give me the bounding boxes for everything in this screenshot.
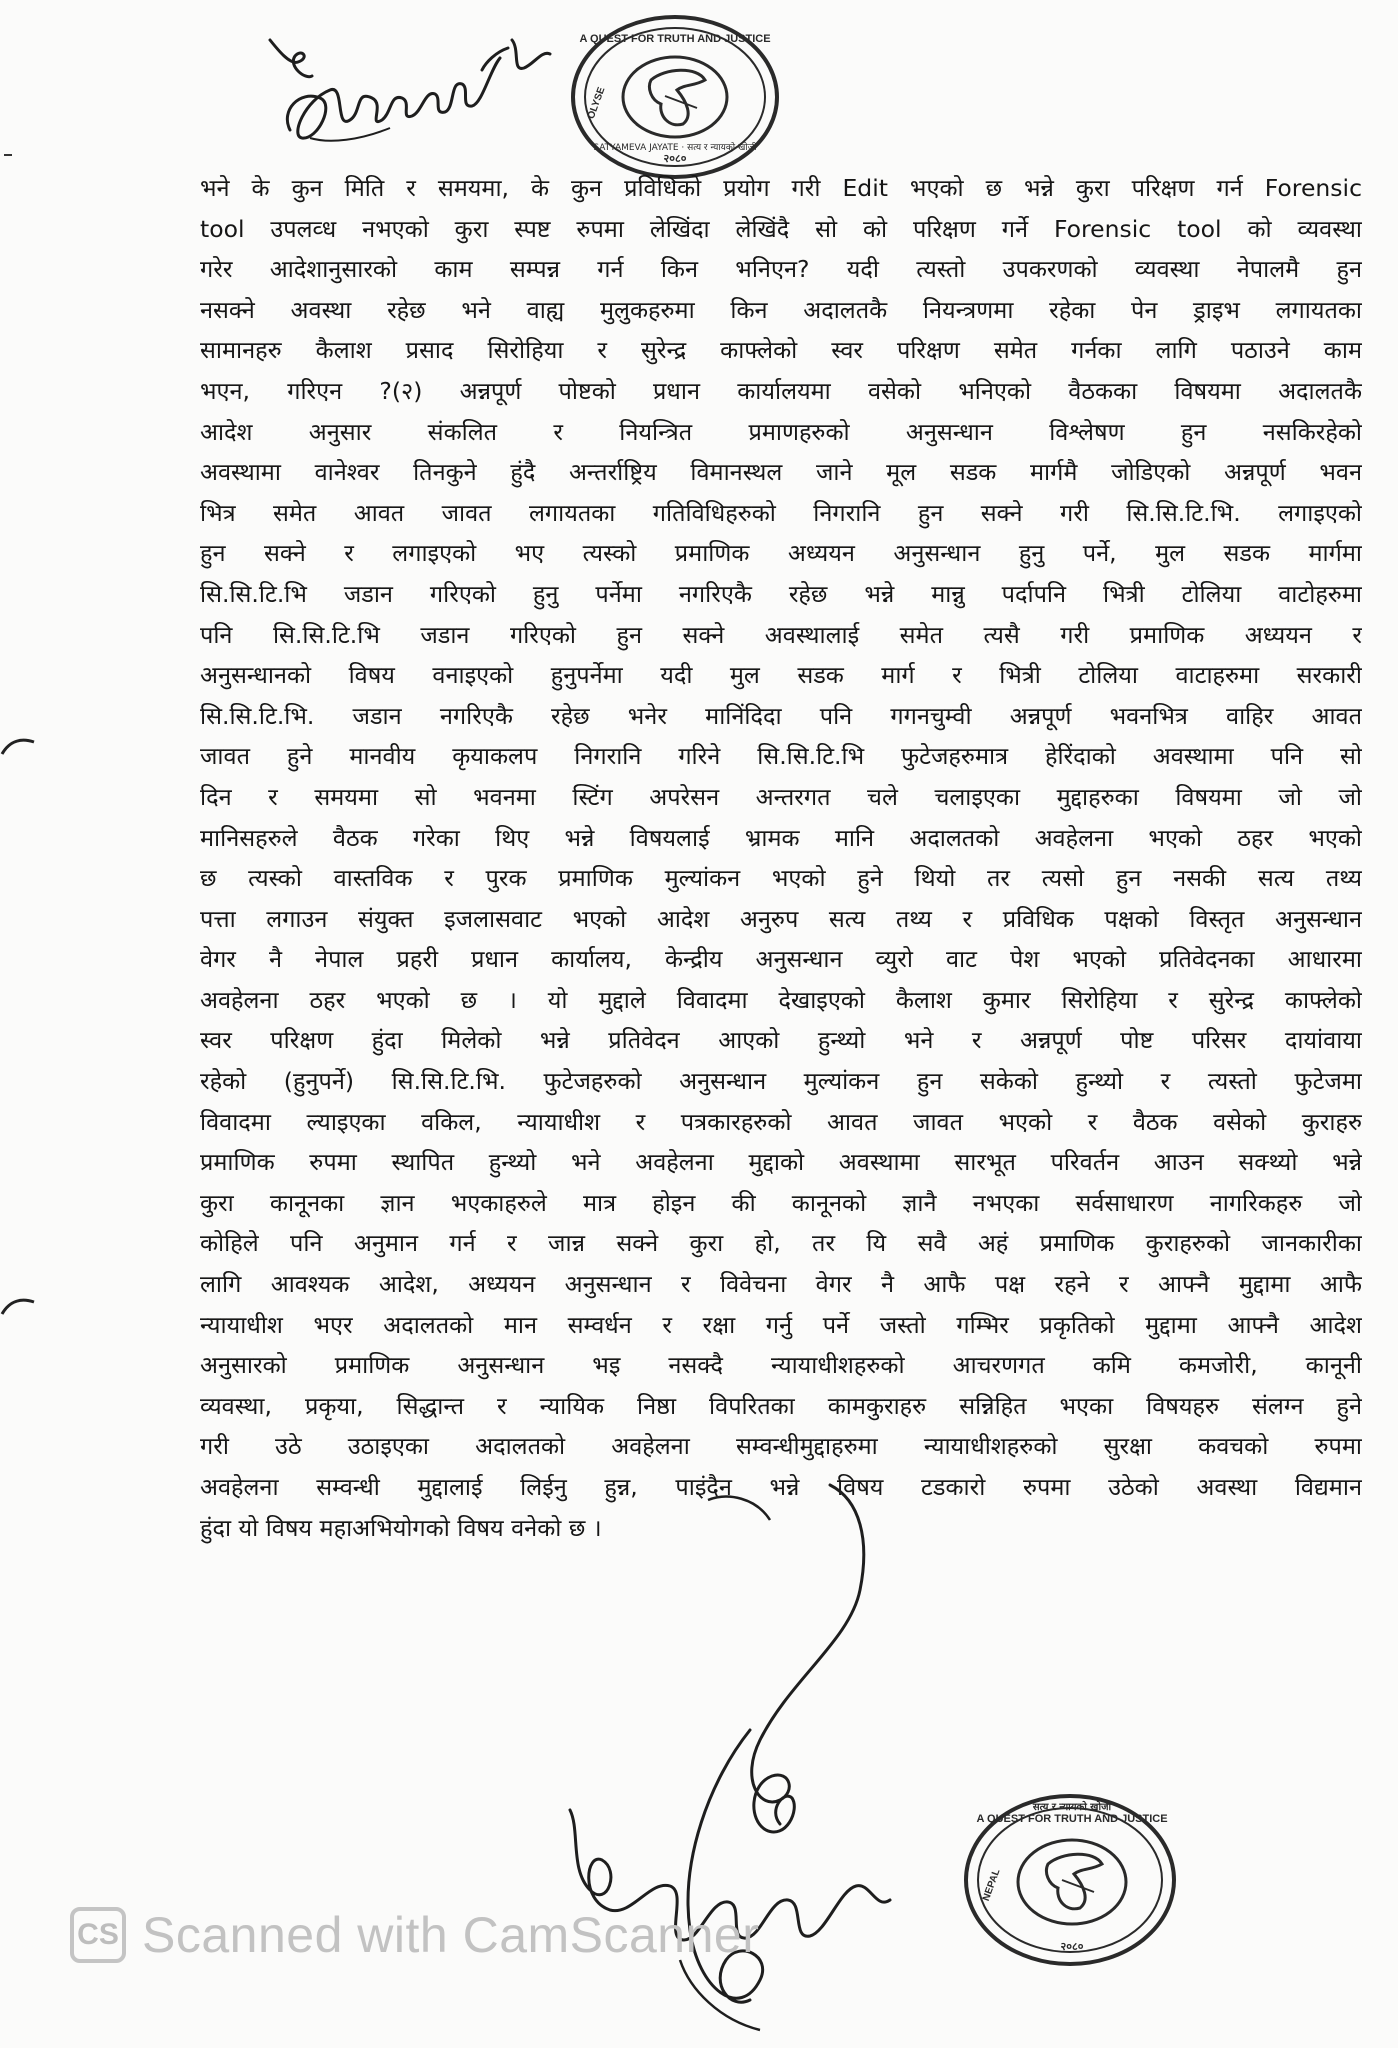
margin-tick-1 [2,150,16,160]
text-line: आदेश अनुसार संकलित र नियन्त्रित प्रमाणहरुको अनुसन्धान विश्लेषण हुन नसकिरहेको [200,417,1362,446]
text-line: वेगर नै नेपाल प्रहरी प्रधान कार्यालय, केन्द्रीय अनुसन्धान व्युरो वाट पेश भएको प्रतिवेदनका आधारमा [200,945,1362,974]
text-line: स्वर परिक्षण हुंदा मिलेको भन्ने प्रतिवेदन आएको हुन्थ्यो भने र अन्नपूर्ण पोष्ट परिसर दायांवाया [200,1026,1362,1055]
stamp-org: OLYSE [585,85,608,121]
text-line: गरी उठे उठाइएका अदालतको अवहेलना सम्वन्धीमुद्दाहरुमा न्यायाधीशहरुको सुरक्षा कवचको रुपमा [200,1432,1362,1461]
stamp-ring-lower: SATYAMEVA JAYATE · सत्य र न्यायको खोजी [593,143,757,153]
margin-arc-2 [0,1290,40,1320]
text-line: जावत हुने मानवीय कृयाकलप निगरानि गरिने सि.सि.टि.भि फुटेजहरुमात्र हेरिंदाको अवस्थामा पनि सो [200,742,1362,771]
text-line: गरेर आदेशानुसारको काम सम्पन्न गर्न किन भनिएन? यदी त्यस्तो उपकरणको व्यवस्था नेपालमै हुन [200,255,1362,284]
text-line: हुन सक्ने र लगाइएको भए त्यस्को प्रमाणिक अध्ययन अनुसन्धान हुनु पर्ने, मुल सडक मार्गमा [200,539,1362,568]
text-line: tool उपलव्ध नभएको कुरा स्पष्ट रुपमा लेखिंदा लेखिंदै सो को परिक्षण गर्ने Forensic tool को व्यवस्था [200,214,1362,243]
text-line: लागि आवश्यक आदेश, अध्ययन अनुसन्धान र विवेचना वेगर नै आफै पक्ष रहने र आफ्नै मुद्दामा आफै [200,1270,1362,1299]
text-line: नसक्ने अवस्था रहेछ भने वाह्य मुलुकहरुमा किन अदालतकै नियन्त्रणमा रहेका पेन ड्राइभ लगायतका [200,295,1362,324]
text-line: भएन, गरिएन ?(२) अन्नपूर्ण पोष्टको प्रधान कार्यालयमा वसेको भनिएको वैठकका विषयमा अदालतकै [200,376,1362,405]
organization-stamp-bottom [960,1790,1180,1970]
camscanner-watermark [70,1900,759,1970]
text-line: सि.सि.टि.भि. जडान नगरिएकै रहेछ भनेर मानिंदिदा पनि गगनचुम्वी अन्नपूर्ण भवनभित्र वाहिर आवत [200,701,1362,730]
text-line: न्यायाधीश भएर अदालतको मान सम्वर्धन र रक्षा गर्नु पर्ने जस्तो गम्भिर प्रकृतिको मुद्दामा आफ्नै आदेश [200,1310,1362,1339]
stamp-ring-upper: A QUEST FOR TRUTH AND JUSTICE [579,33,771,45]
text-line: अनुसारको प्रमाणिक अनुसन्धान भइ नसक्दै न्यायाधीशहरुको आचरणगत कमि कमजोरी, कानूनी [200,1351,1362,1380]
camscanner-logo-icon: CS [70,1907,126,1963]
text-line: मानिसहरुले वैठक गरेका थिए भन्ने विषयलाई भ्रामक मानि अदालतको अवहेलना भएको ठहर भएको [200,823,1362,852]
text-line: छ त्यस्को वास्तविक र पुरक प्रमाणिक मुल्यांकन भएको हुने थियो तर त्यसो हुन नसकी सत्य तथ्य [200,864,1362,893]
text-line: अवस्थामा वानेश्वर तिनकुने हुंदै अन्तर्राष्ट्रिय विमानस्थल जाने मूल सडक मार्गमै जोडिएको अन्नपूर्ण भवन [200,458,1362,487]
watermark-text: Scanned with CamScanner [142,1907,760,1963]
text-line: कुरा कानूनका ज्ञान भएकाहरुले मात्र होइन की कानूनको ज्ञानै नभएका सर्वसाधारण नागरिकहरु जो [200,1188,1362,1217]
stamp-org: NEPAL [980,1867,1003,1903]
stamp-ring-lower: सत्य र न्यायको खोजी [1032,1802,1112,1813]
text-line: हुंदा यो विषय महाअभियोगको विषय वनेको छ । [200,1513,602,1542]
text-line: भित्र समेत आवत जावत लगायतका गतिविधिहरुको निगरानि हुन सक्ने गरी सि.सि.टि.भि. लगाइएको [200,498,1362,527]
text-line: भने के कुन मिति र समयमा, के कुन प्रविधिको प्रयोग गरी Edit भएको छ भन्ने कुरा परिक्षण गर्न Forensic [200,174,1362,202]
document-body [200,168,1362,1548]
text-line: विवादमा ल्याइएका वकिल, न्यायाधीश र पत्रकारहरुको आवत जावत भएको र वैठक वसेको कुराहरु [200,1107,1362,1136]
text-line: रहेको (हुनुपर्ने) सि.सि.टि.भि. फुटेजहरुको अनुसन्धान मुल्यांकन हुन सकेको हुन्थ्यो र त्यस्तो फुटेजमा [200,1067,1362,1096]
stamp-ring-upper: A QUEST FOR TRUTH AND JUSTICE [976,1813,1168,1825]
signature-top [250,20,560,160]
stamp-date: २०८० [1060,1940,1084,1953]
text-line: सामानहरु कैलाश प्रसाद सिरोहिया र सुरेन्द्र काफ्लेको स्वर परिक्षण समेत गर्नका लागि पठाउने काम [200,336,1362,365]
text-line: दिन र समयमा सो भवनमा स्टिंग अपरेसन अन्तरगत चले चलाइएका मुद्दाहरुका विषयमा जो जो [200,782,1362,811]
text-line: अनुसन्धानको विषय वनाइएको हुनुपर्नेमा यदी मुल सडक मार्ग र भित्री टोलिया वाटाहरुमा सरकारी [200,661,1362,690]
text-line: सि.सि.टि.भि जडान गरिएको हुनु पर्नेमा नगरिएकै रहेछ भन्ने मान्नु पर्दापनि भित्री टोलिया वाटोहरुमा [200,579,1362,608]
organization-stamp-top [565,12,785,182]
stamp-date: २०८० [663,152,687,165]
margin-arc-1 [0,730,40,760]
text-line: प्रमाणिक रुपमा स्थापित हुन्थ्यो भने अवहेलना मुद्दाको अवस्थामा सारभूत परिवर्तन आउन सक्थ्यो भन्ने [200,1148,1362,1177]
text-line: व्यवस्था, प्रकृया, सिद्धान्त र न्यायिक निष्ठा विपरितका कामकुराहरु सन्निहित भएका विषयहरु संलग्न हुने [200,1391,1362,1420]
text-line: पनि सि.सि.टि.भि जडान गरिएको हुन सक्ने अवस्थालाई समेत त्यसै गरी प्रमाणिक अध्ययन र [200,620,1362,649]
text-line: अवहेलना सम्वन्धी मुद्दालाई लिईनु हुन्न, पाइंदैन भन्ने विषय टडकारो रुपमा उठेको अवस्था विद्यमान [200,1473,1362,1501]
text-line: कोहिले पनि अनुमान गर्न र जान्न सक्ने कुरा हो, तर यि सवै अहं प्रमाणिक कुराहरुको जानकारीका [200,1229,1362,1258]
text-line: पत्ता लगाउन संयुक्त इजलासवाट भएको आदेश अनुरुप सत्य तथ्य र प्रविधिक पक्षको विस्तृत अनुसन्धान [200,904,1362,933]
text-line: अवहेलना ठहर भएको छ । यो मुद्दाले विवादमा देखाइएको कैलाश कुमार सिरोहिया र सुरेन्द्र काफ्लेको [200,985,1362,1014]
